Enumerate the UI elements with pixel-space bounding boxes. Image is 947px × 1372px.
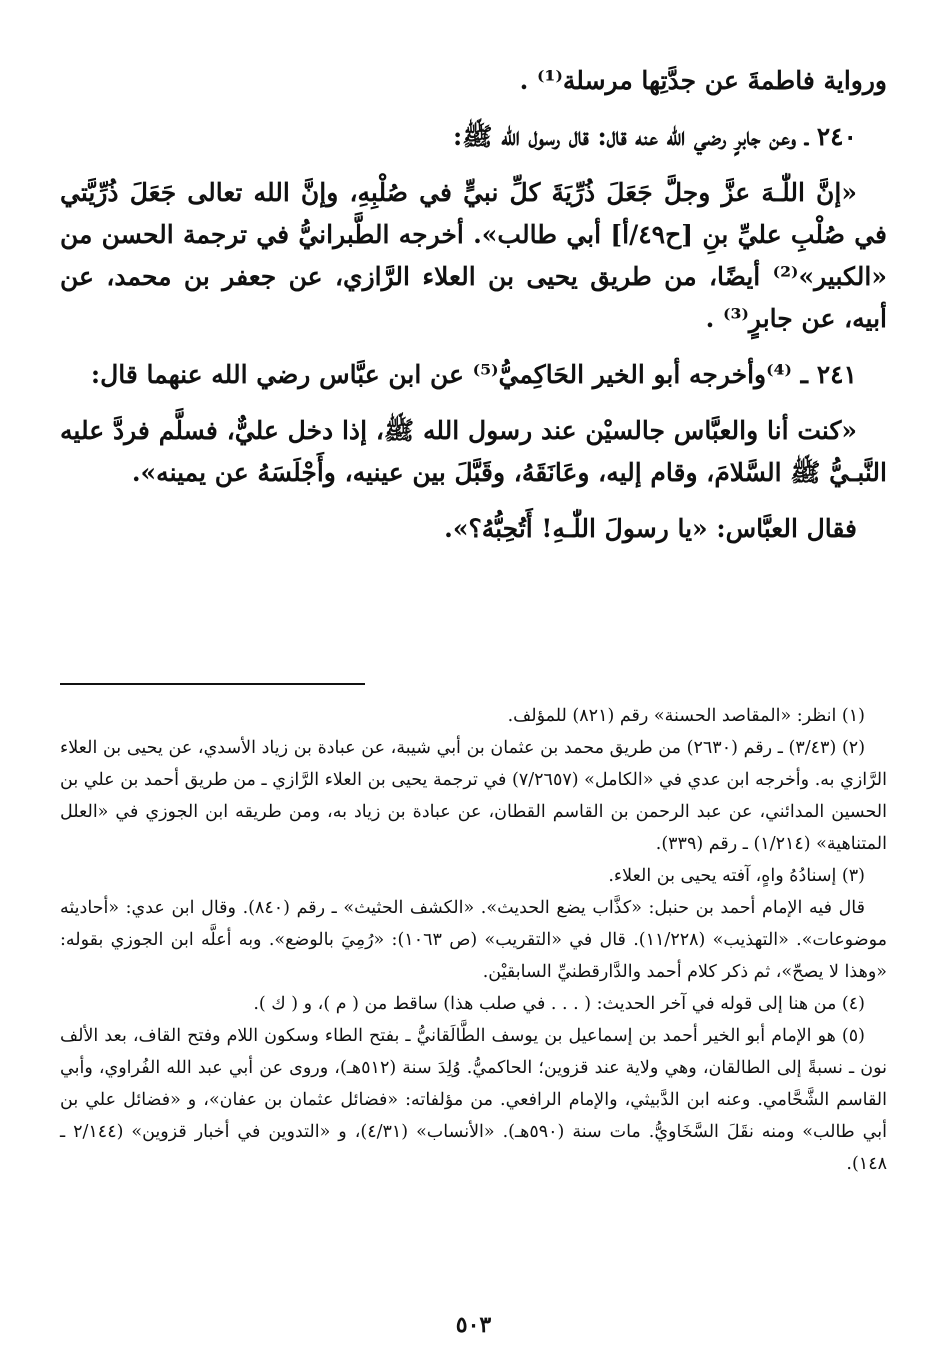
footnote-1: (١) انظر: «المقاصد الحسنة» رقم (٨٢١) للمؤلف. <box>507 706 865 726</box>
hadith-241-heading: ٢٤١ ـ ⁽⁴⁾وأخرجه أبو الخير الحَاكِميُّ⁽⁵⁾ عن ابن عبَّاس رضي الله عنهما قال: <box>90 360 857 389</box>
main-text <box>60 60 887 564</box>
hadith-240-text: «إنَّ اللّٰـهَ عزَّ وجلَّ جَعَلَ ذُرِّيَةَ كلِّ نبيٍّ في صُلْبِهِ، وإنَّ الله تعالى جَعَلَ ذُرِّيَّتي في صُلْبِ عليِّ بنِ [ح٤٩/أ] أبي طالب». أخرجه الطَّبرانيُّ في ترجمة الحسن من «الكبير»⁽²⁾ أيضًا، من طريق يحيى بن العلاء الرَّازي، عن جعفر بن محمد، عن أبيه، عن جابرٍ⁽³⁾ . <box>60 178 887 333</box>
footnote-5: (٥) هو الإمام أبو الخير أحمد بن إسماعيل بن يوسف الطَّالَقانيُّ ـ بفتح الطاء وسكون اللام وفتح القاف، بعد الألف نون ـ نسبةً إلى الطالقان، وهي ولاية عند قزوين؛ الحاكميُّ. وُلِدَ سنة (٥١٢هـ)، وروى عن أبي عبد الله الفُراوي، وأبي القاسم الشَّحَّامي. وعنه ابن الدَّبيثي، والإمام الرافعي. من مؤلفاته: «فضائل عثمان بن عفان»، و «فضائل علي بن أبي طالب» ومنه نقَلَ السَّخَاويُّ. مات سنة (٥٩٠هـ). «الأنساب» (٤/٣١)، و «التدوين في أخبار قزوين» (٢/١٤٤ ـ ١٤٨). <box>60 1026 887 1174</box>
hadith-241-text: «كنت أنا والعبَّاس جالسيْن عند رسول الله ﷺ، إذا دخل عليٌّ، فسلَّم فردَّ عليه النَّبـيُّ ﷺ السَّلامَ، وقام إليه، وعَانَقَهُ، وقَبَّلَ بين عينيه، وأَجْلَسَهُ عن يمينه». <box>60 416 887 487</box>
hadith-240-heading: ٢٤٠ ـ وعن جابرٍ رضي الله عنه قال: قال رسول الله ﷺ: <box>452 122 857 151</box>
footnote-4: (٤) من هنا إلى قوله في آخر الحديث: ( . . . في صلب هذا) ساقط من ( م )، و ( ك ). <box>253 994 865 1014</box>
footnote-divider <box>60 683 365 685</box>
footnote-2: (٢) (٣/٤٣) ـ رقم (٢٦٣٠) من طريق محمد بن عثمان بن أبي شيبة، عن عبادة بن زياد الأسدي، عن يحيى بن العلاء الرَّازي به. وأخرجه ابن عدي في «الكامل» (٧/٢٦٥٧) في ترجمة يحيى بن العلاء الرَّازي ـ من طريق أحمد بن علي بن الحسين المدائني، عن عبد الرحمن بن القاسم القطان، عن عبادة بن زياد به، ومن طريقه ابن الجوزي في «العلل المتناهية» (١/٢١٤) ـ رقم (٣٣٩). <box>60 738 887 854</box>
footnote-3-continued: قال فيه الإمام أحمد بن حنبل: «كذَّاب يضع الحديث». «الكشف الحثيث» ـ رقم (٨٤٠). وقال ابن عدي: «أحاديثه موضوعات». «التهذيب» (١١/٢٢٨). قال في «التقريب» (ص ١٠٦٣): «رُمِيَ بالوضع». وبه أعلَّه ابن الجوزي بقوله: «وهذا لا يصحّ»، ثم ذكر كلام أحمد والدَّارقطنيِّ السابقيْن. <box>60 898 887 982</box>
page-number: ٥٠٣ <box>455 1312 492 1338</box>
paragraph-intro: ورواية فاطمةَ عن جدَّتِها مرسلة⁽¹⁾ . <box>519 66 887 95</box>
footnote-3: (٣) إسنادُهُ واهٍ، آفته يحيى بن العلاء. <box>608 866 865 886</box>
footnotes <box>60 700 887 1180</box>
abbas-question: فقال العبَّاس: «يا رسولَ اللّٰـهِ! أَتُحِبُّهُ؟». <box>444 514 857 543</box>
